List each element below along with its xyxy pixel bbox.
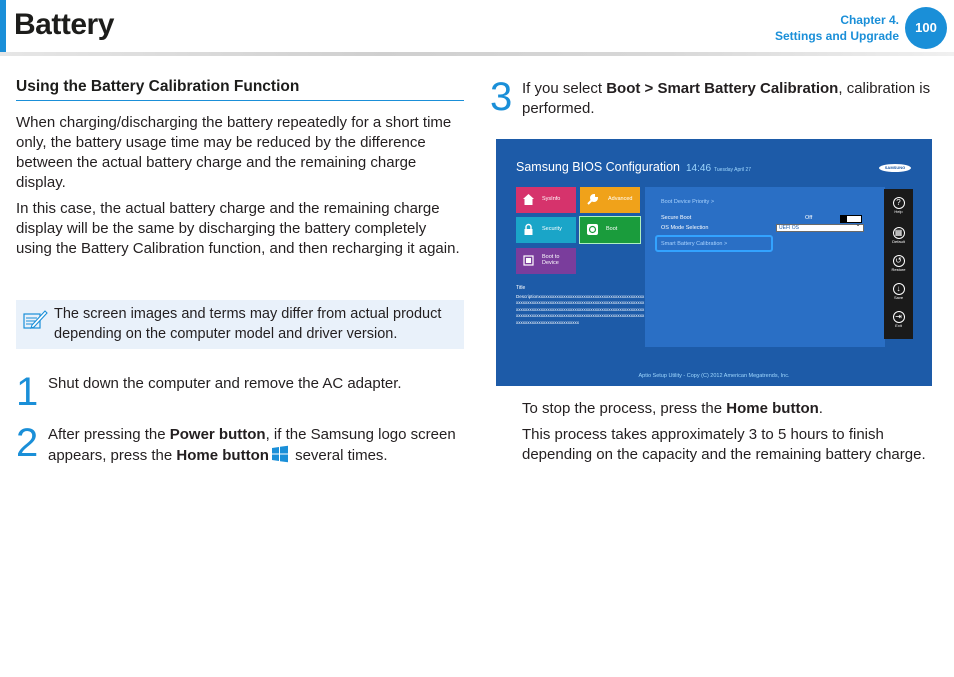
device-icon bbox=[522, 254, 535, 267]
power-icon bbox=[586, 223, 599, 236]
tile-boot-label: Boot bbox=[606, 226, 618, 232]
house-icon bbox=[522, 193, 535, 206]
save-icon: ↓ bbox=[893, 283, 905, 295]
bios-title bbox=[516, 160, 751, 174]
wrench-icon bbox=[586, 193, 599, 206]
step-3-text bbox=[522, 79, 946, 119]
section-heading: Using the Battery Calibration Function bbox=[16, 78, 464, 101]
step-2-text-c: several times. bbox=[290, 447, 388, 464]
restore-icon: ↺ bbox=[893, 255, 905, 267]
description-body: Descriptionxxxxxxxxxxxxxxxxxxxxxxxxxxxxxxxxxxxxxxxxxxxxxxxxxxxxxxxxxxxxxxxxxxxxxxxxxxxxxxxxxxxxxxxxxxxxxxxxxxxxxxxxxxxxxxxxxxxxxxxxxxxxxxxxxxxxxxxxxxxxxxxxxxxxxxxxxxxxxxxxxxxxxxxxxxxxxxxxxxxxxxxxxxxxxxxxxxxxxxxxxxxxxxxxxxxxxxxxxxxxxxxxxxxxxxxxxxxxxxxxxxxxxx bbox=[516, 293, 645, 325]
side-default[interactable] bbox=[884, 227, 913, 244]
default-icon: ▦ bbox=[893, 227, 905, 239]
bios-description bbox=[516, 285, 646, 326]
step-2-text-a: After pressing the bbox=[48, 426, 170, 443]
bios-date: Tuesday April 27 bbox=[714, 167, 752, 173]
tile-advanced-label: Advanced bbox=[608, 196, 633, 202]
stop-text-b: . bbox=[818, 400, 823, 417]
side-help[interactable] bbox=[884, 197, 913, 214]
windows-logo-icon bbox=[271, 445, 289, 463]
boot-device-priority[interactable]: Boot Device Priority > bbox=[661, 199, 715, 205]
side-default-label: Default bbox=[892, 239, 905, 244]
bios-time: 14:46 bbox=[685, 163, 712, 174]
duration-note: This process takes approximately 3 to 5 hours to finish depending on the capacity and the remaining battery charge. bbox=[522, 426, 926, 463]
bios-title-text: Samsung BIOS Configuration bbox=[516, 160, 680, 174]
header-accent-bar bbox=[0, 0, 6, 52]
lock-icon bbox=[522, 223, 535, 236]
os-mode-dropdown[interactable]: UEFI OS ⌄ bbox=[776, 224, 864, 232]
stop-text-a: To stop the process, press the bbox=[522, 400, 727, 417]
smart-battery-calibration[interactable]: Smart Battery Calibration > bbox=[661, 241, 728, 247]
explanation-paragraph: In this case, the actual battery charge and the remaining charge display will be the same by discharging the battery completely using the Battery Calibration function, and then recharging it again. bbox=[16, 200, 460, 257]
bios-screenshot bbox=[496, 139, 932, 386]
secure-boot-label: Secure Boot bbox=[661, 215, 692, 221]
side-restore-label: Restore bbox=[891, 267, 906, 272]
left-column bbox=[16, 78, 464, 259]
os-mode-label: OS Mode Selection bbox=[661, 225, 709, 231]
smart-battery-selection[interactable] bbox=[655, 235, 773, 252]
step-3-text-b: , calibration is performed. bbox=[522, 80, 931, 117]
note-text: The screen images and terms may differ from actual product depending on the computer model and driver version. bbox=[54, 306, 442, 342]
header-divider bbox=[0, 52, 954, 56]
step-1-text: Shut down the computer and remove the AC adapter. bbox=[48, 375, 402, 392]
step-3-number: 3 bbox=[490, 75, 513, 119]
bios-footer: Aptio Setup Utility - Copy (C) 2012 American Megatrends, Inc. bbox=[638, 373, 790, 379]
intro-paragraph: When charging/discharging the battery repeatedly for a short time only, the battery usage time may be reduced by the difference between the actual battery charge and the remaining charge display. bbox=[16, 114, 452, 191]
chapter-number: Chapter 4. bbox=[840, 13, 899, 27]
tile-security-label: Security bbox=[542, 226, 562, 232]
page-title: Battery bbox=[14, 8, 114, 41]
note-pencil-icon bbox=[22, 308, 48, 332]
page-number-badge: 100 bbox=[905, 7, 947, 49]
chapter-label bbox=[775, 12, 899, 44]
bios-side-menu bbox=[884, 189, 913, 339]
description-title: Title bbox=[516, 285, 526, 291]
bios-boot-panel bbox=[645, 187, 885, 347]
tile-boot-to-device[interactable] bbox=[516, 248, 576, 274]
power-button-label: Power button bbox=[169, 426, 266, 443]
stop-home-button: Home button bbox=[726, 400, 819, 417]
chapter-title: Settings and Upgrade bbox=[774, 29, 899, 43]
side-exit[interactable] bbox=[884, 311, 913, 328]
tile-boot[interactable] bbox=[580, 217, 640, 243]
secure-boot-value: Off bbox=[805, 215, 813, 221]
step-2-text-b: , if the Samsung logo screen appears, press the bbox=[48, 426, 456, 464]
tile-advanced[interactable] bbox=[580, 187, 640, 213]
step-1-number: 1 bbox=[16, 370, 39, 414]
side-restore[interactable] bbox=[884, 255, 913, 272]
help-icon: ? bbox=[893, 197, 905, 209]
exit-icon: ⇥ bbox=[893, 311, 905, 323]
samsung-logo: SAMSUNG bbox=[879, 164, 911, 172]
tile-sysinfo-label: SysInfo bbox=[542, 196, 561, 202]
stop-instruction bbox=[522, 399, 946, 419]
tile-boot-to-device-label: Boot to Device bbox=[542, 254, 560, 266]
home-button-label: Home button bbox=[176, 447, 269, 464]
tile-security[interactable] bbox=[516, 217, 576, 243]
step-2-text bbox=[48, 425, 468, 466]
tile-sysinfo[interactable] bbox=[516, 187, 576, 213]
step-3-text-a: If you select bbox=[522, 80, 607, 97]
smart-battery-path: Boot > Smart Battery Calibration bbox=[606, 80, 839, 97]
note-box bbox=[16, 300, 464, 349]
side-exit-label: Exit bbox=[895, 323, 902, 328]
side-help-label: Help bbox=[894, 209, 903, 214]
side-save[interactable] bbox=[884, 283, 913, 300]
step-2-number: 2 bbox=[16, 421, 39, 465]
side-save-label: Save bbox=[893, 295, 904, 300]
